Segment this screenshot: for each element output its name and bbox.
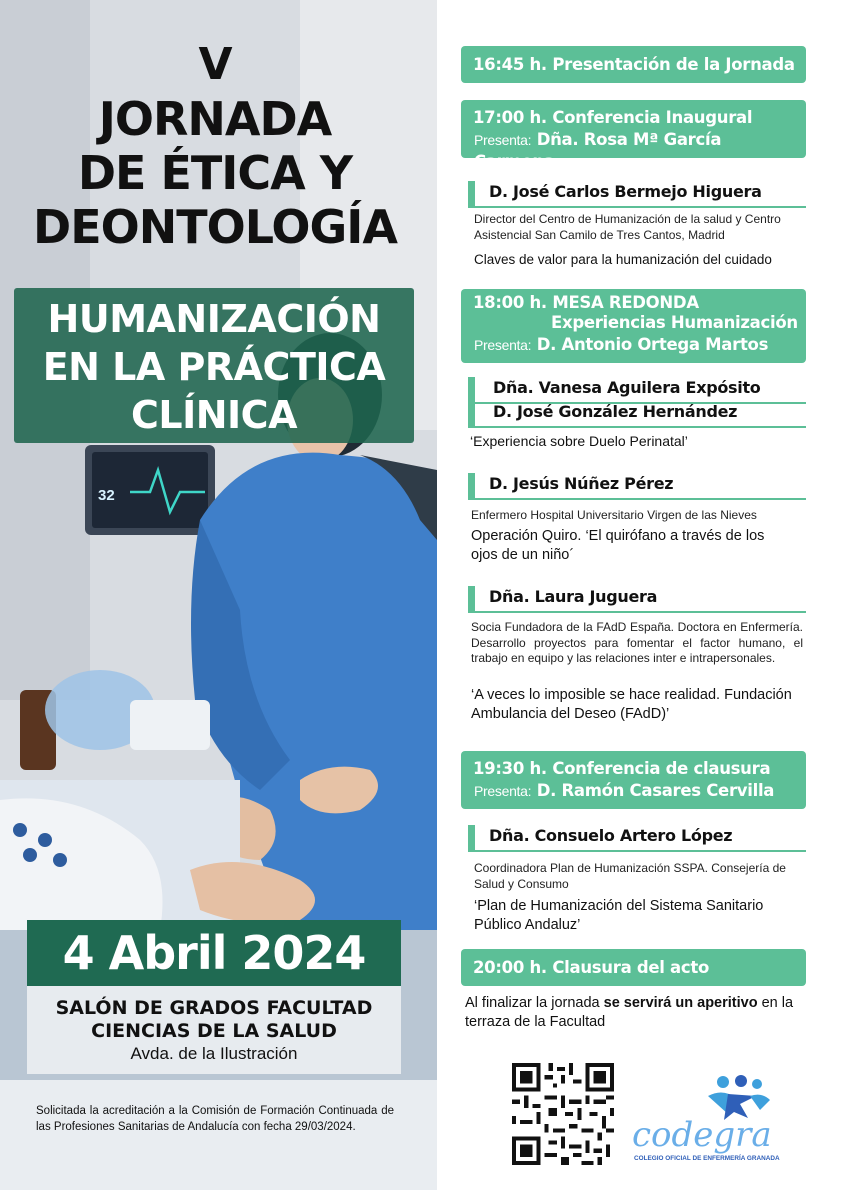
talk-ambulancia: ‘A veces lo imposible se hace realidad. Fundación Ambulancia del Deseo (FAdD)’ — [471, 687, 792, 722]
talk-plan-humanizacion: ‘Plan de Humanización del Sistema Sanitario Público Andaluz’ — [474, 898, 764, 933]
speaker-bermejo-description: Director del Centro de Humanización de la salud y Centro Asistencial San Camilo de Tres Cantos, Madrid — [474, 212, 781, 242]
logo-figures-icon — [708, 1075, 770, 1120]
speaker-gonzalez: D. José González Hernández — [468, 401, 806, 428]
presenta-label: Presenta: — [474, 337, 532, 353]
session-roundtable-presenter: D. Antonio Ortega Martos — [536, 335, 769, 354]
session-opening-title: 16:45 h. Presentación de la Jornada — [473, 55, 795, 74]
theme-line-3: CLÍNICA — [131, 393, 297, 437]
session-closing-conference-presenter: D. Ramón Casares Cervilla — [536, 781, 775, 800]
final-note-post: en la terraza de la Facultad — [465, 995, 794, 1030]
presenta-label: Presenta: — [474, 132, 532, 148]
speaker-artero: Dña. Consuelo Artero López — [468, 825, 806, 852]
theme-banner — [14, 288, 414, 443]
venue-box — [27, 986, 401, 1074]
talk-duelo: ‘Experiencia sobre Duelo Perinatal’ — [470, 433, 688, 449]
session-closing-conference-presenter-line — [461, 780, 806, 802]
session-inaugural-presenter: Dña. Rosa Mª García Carmona — [474, 130, 722, 171]
speaker-artero-description: Coordinadora Plan de Humanización SSPA. Consejería de Salud y Consumo — [474, 861, 786, 891]
title-line-1: V — [198, 39, 232, 90]
title-line-3: DE ÉTICA Y — [77, 146, 353, 200]
title-line-2: JORNADA — [98, 92, 332, 146]
speaker-juguera-description: Socia Fundadora de la FAdD España. Doctora en Enfermería. Desarrollo proyectos para fomentar el factor humano, el trabajo en equipo y las relaciones inter e intrapersonales. — [471, 620, 803, 665]
venue-line-1: SALÓN DE GRADOS FACULTAD — [55, 997, 373, 1019]
qr-code[interactable] — [512, 1063, 614, 1165]
final-note-bold: se servirá un aperitivo — [603, 995, 758, 1011]
presenta-label: Presenta: — [474, 783, 532, 799]
session-roundtable-bar — [461, 289, 806, 363]
session-closing-conference-bar — [461, 751, 806, 809]
session-inaugural-title: 17:00 h. Conferencia Inaugural — [473, 108, 753, 127]
session-roundtable-subtitle: Experiencias Humanización — [551, 313, 798, 332]
session-opening-bar — [461, 46, 806, 83]
vital-monitor — [85, 445, 215, 535]
session-closing-title: 20:00 h. Clausura del acto — [473, 958, 709, 977]
session-closing-bar — [461, 949, 806, 986]
final-note-pre: Al finalizar la jornada — [465, 995, 600, 1011]
logo-subtitle: COLEGIO OFICIAL DE ENFERMERÍA GRANADA — [634, 1155, 780, 1162]
venue-address: Avda. de la Ilustración — [130, 1044, 298, 1063]
talk-bermejo: Claves de valor para la humanización del cuidado — [474, 252, 772, 267]
theme-line-2: EN LA PRÁCTICA — [42, 345, 386, 389]
speaker-bermejo: D. José Carlos Bermejo Higuera — [468, 181, 806, 208]
session-roundtable-title: 18:00 h. MESA REDONDA — [473, 293, 699, 312]
speaker-aguilera: Dña. Vanesa Aguilera Expósito — [468, 377, 806, 404]
codegra-logo — [628, 1074, 798, 1166]
accreditation-note: Solicitada la acreditación a la Comisión de Formación Continuada de las Profesiones Sanitarias de Andalucía con fecha 29/03/2024. — [36, 1105, 394, 1133]
speaker-juguera: Dña. Laura Juguera — [468, 586, 806, 613]
logo-wordmark: codegra — [632, 1115, 772, 1155]
session-closing-conference-title: 19:30 h. Conferencia de clausura — [473, 759, 771, 778]
session-roundtable-presenter-line — [461, 333, 806, 357]
talk-quiro: Operación Quiro. ‘El quirófano a través de los ojos de un niño´ — [471, 528, 765, 563]
speaker-nunez-description: Enfermero Hospital Universitario Virgen de las Nieves — [471, 508, 757, 522]
title-line-4: DEONTOLOGÍA — [33, 200, 397, 254]
speaker-nunez: D. Jesús Núñez Pérez — [468, 473, 806, 500]
event-title — [0, 38, 430, 254]
final-note — [465, 994, 810, 1032]
event-date: 4 Abril 2024 — [27, 920, 401, 986]
session-inaugural-presenter-line — [461, 129, 806, 173]
monitor-reading: 32 — [98, 487, 115, 504]
session-inaugural-bar — [461, 100, 806, 171]
theme-line-1: HUMANIZACIÓN — [47, 297, 381, 341]
venue-line-2: CIENCIAS DE LA SALUD — [91, 1020, 337, 1042]
